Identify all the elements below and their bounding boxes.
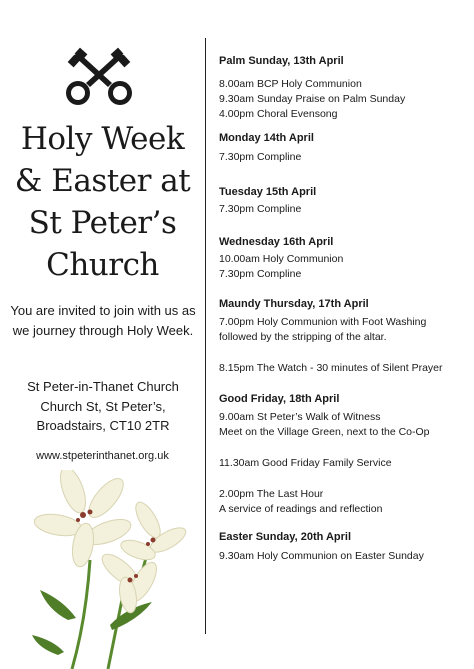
day-wednesday — [219, 234, 469, 282]
day-heading: Wednesday 16th April — [219, 236, 334, 248]
invitation-text: You are invited to join with us as we journey through Holy Week. — [10, 303, 196, 338]
day-heading: Maundy Thursday, 17th April — [219, 298, 369, 310]
event-line: 4.00pm Choral Evensong — [219, 108, 338, 120]
event-line: 7.30pm Compline — [219, 203, 302, 215]
event-line: 9.30am Sunday Praise on Palm Sunday — [219, 93, 406, 105]
website-link[interactable]: www.stpeterinthanet.org.uk — [36, 450, 169, 462]
event-line: 11.30am Good Friday Family Service — [219, 457, 392, 469]
day-palm-sunday — [219, 53, 469, 122]
address-line: Church St, St Peter’s, — [40, 398, 166, 414]
church-address — [8, 377, 198, 436]
day-heading: Palm Sunday, 13th April — [219, 55, 344, 67]
address-line: St Peter-in-Thanet Church — [27, 379, 179, 394]
title-line: Holy Week — [20, 121, 185, 157]
crossed-keys-icon — [64, 46, 134, 108]
event-line: A service of readings and reflection — [219, 503, 383, 515]
title-line: Church — [46, 247, 159, 283]
address-line: Broadstairs, CT10 2TR — [36, 418, 170, 433]
day-good-friday — [219, 391, 469, 517]
title-line: St Peter’s — [28, 205, 177, 241]
event-line: 7.30pm Compline — [219, 268, 302, 280]
day-tuesday — [219, 184, 469, 217]
left-panel — [0, 0, 205, 669]
day-easter-sunday — [219, 529, 469, 564]
day-maundy-thursday — [219, 296, 469, 376]
event-line: 8.00am BCP Holy Communion — [219, 78, 362, 90]
day-heading: Easter Sunday, 20th April — [219, 531, 352, 543]
day-heading: Good Friday, 18th April — [219, 393, 340, 405]
event-line: 9.30am Holy Communion on Easter Sunday — [219, 550, 424, 562]
event-line: followed by the stripping of the altar. — [219, 331, 387, 343]
vertical-divider — [205, 38, 206, 634]
event-line: 7.30pm Compline — [219, 151, 302, 163]
event-line: 7.00pm Holy Communion with Foot Washing — [219, 316, 427, 328]
lily-flowers-icon — [28, 470, 188, 669]
event-line: Meet on the Village Green, next to the Co-Op — [219, 426, 430, 438]
title-line: & Easter at — [14, 163, 191, 199]
event-line: 9.00am St Peter’s Walk of Witness — [219, 411, 381, 423]
event-line: 2.00pm The Last Hour — [219, 488, 324, 500]
day-monday — [219, 130, 469, 165]
day-heading: Tuesday 15th April — [219, 186, 317, 198]
day-heading: Monday 14th April — [219, 132, 314, 144]
page-title — [0, 118, 205, 286]
event-line: 10.00am Holy Communion — [219, 253, 344, 265]
event-line: 8.15pm The Watch - 30 minutes of Silent Prayer — [219, 362, 443, 374]
